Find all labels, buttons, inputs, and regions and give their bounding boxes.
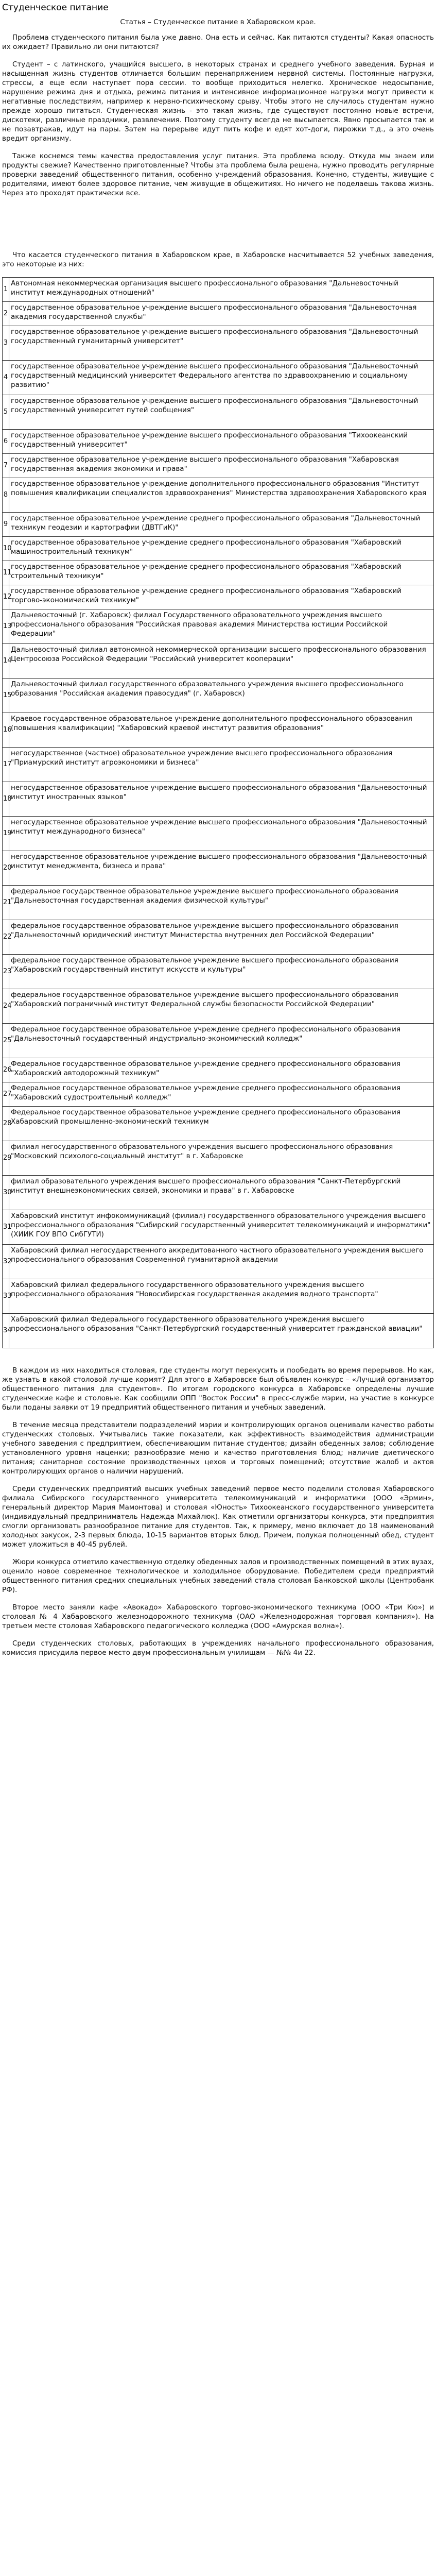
row-number: 18 — [3, 782, 9, 817]
institution-name: Дальневосточный (г. Хабаровск) филиал Государственного образовательного учреждения высшего профессионального образования "Российская правовая академия Министерства юстиции Российской Федерации" — [9, 609, 434, 644]
row-number: 2 — [3, 302, 9, 326]
institution-name: Дальневосточный филиал государственного образовательного учреждения высшего профессионального образования "Российская академия правосудия" (г. Хабаровск) — [9, 679, 434, 713]
table-row — [3, 1176, 434, 1210]
table-row — [3, 644, 434, 679]
row-number: 9 — [3, 513, 9, 537]
institution-name: государственное образовательное учреждение среднего профессионального образования "Дальневосточный техникум геодезии и картографии (ДВТГиК)" — [9, 513, 434, 537]
table-row — [3, 782, 434, 817]
after-table-paragraph-2: В течение месяца представители подразделений мэрии и контролирующих органов оценивали качество работы студенческих столовых. Учитывались такие показатели, как эффективность взаимодействия администрации учебного заведения с предприятием, обеспечивающим питание студентов; дизайн обеденных залов; соблюдение установленного уровня наценки; разнообразие меню и качество приготовления блюд; наличие диетического питания; санитарное состояние производственных цехов и торговых помещений; отсутствие жалоб и актов контролирующих органов о наличии нарушений. — [2, 1421, 434, 1476]
row-number: 14 — [3, 644, 9, 679]
row-number: 24 — [3, 989, 9, 1024]
institution-name: федеральное государственное образовательное учреждение высшего профессионального образования "Дальневосточный юридический институт Министерства внутренних дел Российской Федерации" — [9, 920, 434, 955]
institutions-table-body — [3, 278, 434, 1348]
institution-name: негосударственное образовательное учреждение высшего профессионального образования "Дальневосточный институт иностранных языков" — [9, 782, 434, 817]
institution-name: государственное образовательное учреждение высшего профессионального образования "Дальневосточный государственный гуманитарный университет" — [9, 326, 434, 361]
institution-name: Дальневосточный филиал автономной некоммерческой организации высшего профессионального образования Центросоюза Российской Федерации "Российский университет кооперации" — [9, 644, 434, 679]
row-number: 13 — [3, 609, 9, 644]
table-row — [3, 1141, 434, 1176]
institution-name: Краевое государственное образовательное учреждение дополнительного профессионального образования (повышения квалификации) "Хабаровский краевой институт развития образования" — [9, 713, 434, 748]
table-row — [3, 1279, 434, 1314]
institution-name: Хабаровский филиал негосударственного аккредитованного частного образовательного учреждения высшего профессионального образования Современной гуманитарной академии — [9, 1245, 434, 1279]
table-row — [3, 1107, 434, 1141]
institutions-table-wrapper — [2, 277, 434, 1348]
institution-name: государственное образовательное учреждение высшего профессионального образования "Хабаровская государственная академия экономики и права" — [9, 454, 434, 478]
institution-name: государственное образовательное учреждение высшего профессионального образования "Тихоокеанский государственный университет" — [9, 430, 434, 454]
after-table-paragraph-5: Второе место заняли кафе «Авокадо» Хабаровского торгово-экономического техникума (ООО «Три Кю») и столовая № 4 Хабаровского железнодорожного техникума (ОАО «Железнодорожная торговая компания»). На третьем месте столовая Хабаровского педагогического колледжа (ООО «Амурская волна»). — [2, 1603, 434, 1630]
row-number: 22 — [3, 920, 9, 955]
table-row — [3, 679, 434, 713]
table-row — [3, 851, 434, 886]
institution-name: негосударственное образовательное учреждение высшего профессионального образования "Дальневосточный институт международного бизнеса" — [9, 817, 434, 851]
table-row — [3, 454, 434, 478]
table-row — [3, 989, 434, 1024]
institution-name: Федеральное государственное образовательное учреждение среднего профессионального образования "Хабаровский судостроительный колледж" — [9, 1082, 434, 1107]
intro-paragraph-1: Проблема студенческого питания была уже давно. Она есть и сейчас. Как питаются студенты? Какая опасность их ожидает? Правильно ли они питаются? — [2, 33, 434, 51]
institution-name: филиал образовательного учреждения высшего профессионального образования "Санкт-Петербургский институт внешнеэкономических связей, экономики и права" в г. Хабаровске — [9, 1176, 434, 1210]
blank-space — [2, 206, 434, 250]
table-row — [3, 361, 434, 395]
table-row — [3, 713, 434, 748]
article-title: Статья – Студенческое питание в Хабаровском крае. — [120, 18, 316, 26]
table-row — [3, 1210, 434, 1245]
table-row — [3, 478, 434, 513]
table-row — [3, 430, 434, 454]
row-number: 12 — [3, 585, 9, 609]
institution-name: Хабаровский филиал федерального государственного образовательного учреждения высшего профессионального образования "Новосибирская государственная академия водного транспорта" — [9, 1279, 434, 1314]
table-row — [3, 748, 434, 782]
after-table-paragraph-6: Среди студенческих столовых, работающих в учреждениях начального профессионального образования, комиссия присудила первое место двум профессиональным училищам — №№ 4и 22. — [2, 1639, 434, 1657]
row-number: 21 — [3, 886, 9, 920]
institution-name: государственное образовательное учреждение высшего профессионального образования "Дальневосточный государственный медицинский университет Федерального агентства по здравоохранению и социальному развитию" — [9, 361, 434, 395]
table-row — [3, 1082, 434, 1107]
institution-name: Автономная некоммерческая организация высшего профессионального образования "Дальневосточный институт международных отношений" — [9, 278, 434, 302]
after-table-paragraph-4: Жюри конкурса отметило качественную отделку обеденных залов и производственных помещений в этих вузах, оценило новое современное технологическое и холодильное оборудование. Победителем среди предприятий общественного питания средних специальных учебных заведений стала столовая Банковской школы (Центробанк РФ). — [2, 1558, 434, 1594]
table-intro-paragraph: Что касается студенческого питания в Хабаровском крае, в Хабаровске насчитывается 52 учебных заведения, это некоторые из них: — [2, 251, 434, 268]
institution-name: Федеральное государственное образовательное учреждение среднего профессионального образования "Дальневосточный государственный индустриально-экономический колледж" — [9, 1024, 434, 1058]
table-row — [3, 609, 434, 644]
table-row — [3, 1058, 434, 1082]
institution-name: государственное образовательное учреждение высшего профессионального образования "Дальневосточная академия государственной службы" — [9, 302, 434, 326]
institution-name: государственное образовательное учреждение среднего профессионального образования "Хабаровский строительный техникум" — [9, 561, 434, 585]
row-number: 19 — [3, 817, 9, 851]
row-number: 29 — [3, 1141, 9, 1176]
institution-name: государственное образовательное учреждение среднего профессионального образования "Хабаровский машиностроительный техникум" — [9, 537, 434, 561]
row-number: 20 — [3, 851, 9, 886]
row-number: 30 — [3, 1176, 9, 1210]
row-number: 16 — [3, 713, 9, 748]
institution-name: негосударственное образовательное учреждение высшего профессионального образования "Дальневосточный институт менеджмента, бизнеса и права" — [9, 851, 434, 886]
row-number: 3 — [3, 326, 9, 361]
after-table-paragraph-1: В каждом из них находиться столовая, где студенты могут перекусить и пообедать во время перерывов. Но как, же узнать в какой столовой лучше кормят? Для этого в Хабаровске был объявлен конкурс – «Лучший организатор общественного питания для студентов». По итогам городского конкурса в Хабаровске определены лучшие студенческие кафе и столовые. Как сообщили ОПП "Восток России" в пресс-службе мэрии, на участие в конкурсе были поданы заявки от 19 предприятий общественного питания и учебных заведений. — [2, 1366, 434, 1412]
row-number: 4 — [3, 361, 9, 395]
table-row — [3, 1314, 434, 1348]
table-row — [3, 1024, 434, 1058]
article-body-after-table — [2, 1366, 434, 1657]
row-number: 7 — [3, 454, 9, 478]
institution-name: Хабаровский филиал Федерального государственного образовательного учреждения высшего профессионального образования "Санкт-Петербургский государственный университет гражданской авиации" — [9, 1314, 434, 1348]
row-number: 15 — [3, 679, 9, 713]
institution-name: негосударственное (частное) образовательное учреждение высшего профессионального образования "Приамурский институт агроэкономики и бизнеса" — [9, 748, 434, 782]
institution-name: филиал негосударственного образовательного учреждения высшего профессионального образования "Московский психолого-социальный институт" в г. Хабаровске — [9, 1141, 434, 1176]
table-row — [3, 920, 434, 955]
table-row — [3, 955, 434, 989]
institution-name: федеральное государственное образовательное учреждение высшего профессионального образования "Хабаровский государственный институт искусств и культуры" — [9, 955, 434, 989]
institution-name: государственное образовательное учреждение высшего профессионального образования "Дальневосточный государственный университет путей сообщения" — [9, 395, 434, 430]
institution-name: Федеральное государственное образовательное учреждение среднего профессионального образования Хабаровский промышленно-экономический техникум — [9, 1107, 434, 1141]
row-number: 25 — [3, 1024, 9, 1058]
institution-name: государственное образовательное учреждение дополнительного профессионального образования "Институт повышения квалификации специалистов здравоохранения" Министерства здравоохранения Хабаровского края — [9, 478, 434, 513]
table-row — [3, 513, 434, 537]
table-row — [3, 585, 434, 609]
institutions-table — [2, 277, 434, 1348]
row-number: 33 — [3, 1279, 9, 1314]
table-row — [3, 1245, 434, 1279]
page-title: Студенческое питание — [2, 3, 109, 13]
after-table-paragraph-3: Среди студенческих предприятий высших учебных заведений первое место поделили столовая Хабаровского филиала Сибирского государственного университета телекоммуникаций и информатики (ООО «Эрмин», генеральный директор Мария Мамонтова) и столовая «Юность» Тихоокеанского государственного университета (индивидуальный предприниматель Надежда Михайлюк). Как отметили организаторы конкурса, эти предприятия смогли организовать разнообразное питание для студентов. Так, к примеру, меню включает до 18 наименований холодных закусок, 2-3 первых блюда, 10-15 вариантов вторых блюд. Причем, полукая полноценный обед, студент может уложиться в 40-45 рублей. — [2, 1485, 434, 1549]
table-row — [3, 561, 434, 585]
table-row — [3, 302, 434, 326]
row-number: 23 — [3, 955, 9, 989]
table-row — [3, 395, 434, 430]
row-number: 32 — [3, 1245, 9, 1279]
row-number: 1 — [3, 278, 9, 302]
intro-paragraph-3: Также коснемся темы качества предоставления услуг питания. Эта проблема всюду. Откуда мы знаем или продукты свежие? Качественно приготовленные? Чтобы эта проблема была решена, нужно проводить регулярные проверки заведений общественного питания, особенно учреждений образования. Конечно, студенты, живущие с родителями, имеют более здоровое питание, чем живущие в общежитиях. Но ничего не поделаешь такова жизнь. Через это проходят практически все. — [2, 152, 434, 197]
institution-name: федеральное государственное образовательное учреждение высшего профессионального образования "Дальневосточная государственная академия физической культуры" — [9, 886, 434, 920]
row-number: 8 — [3, 478, 9, 513]
institution-name: Федеральное государственное образовательное учреждение среднего профессионального образования "Хабаровский автодорожный техникум" — [9, 1058, 434, 1082]
institution-name: государственное образовательное учреждение среднего профессионального образования "Хабаровский торгово-экономический техникум" — [9, 585, 434, 609]
table-row — [3, 886, 434, 920]
row-number: 28 — [3, 1107, 9, 1141]
intro-paragraph-2: Студент – с латинского, учащийся высшего, в некоторых странах и среднего учебного заведения. Бурная и насыщенная жизнь студентов отличается большим перенапряжением нервной системы. Постоянные нагрузки, стрессы, а еще если наступает пора сессии. то вообще приходиться нелегко. Хроническое недосыпание, нарушение режима дня и отдыха, режима питания и интенсивное информационное нагрузки могут привести к негативные последствиям, например к нервно-психическому срыву. Чтобы этого не случилось студентам нужно прежде хорошо питаться. Студенческая жизнь - это такая жизнь, где существуют постоянно новые встречи, дискотеки, различные праздники, развлечения. Поэтому студенту всегда не высыпается. Явно просыпается так и не позавтракав, идут на пары. Затем на перерыве идут пить кофе и едят хот-доги, пирожки т.д., а это очень вредит организму. — [2, 60, 434, 143]
row-number: 31 — [3, 1210, 9, 1245]
row-number: 11 — [3, 561, 9, 585]
table-row — [3, 537, 434, 561]
row-number: 10 — [3, 537, 9, 561]
row-number: 34 — [3, 1314, 9, 1348]
row-number: 26 — [3, 1058, 9, 1082]
table-row — [3, 278, 434, 302]
row-number: 6 — [3, 430, 9, 454]
table-row — [3, 326, 434, 361]
institution-name: федеральное государственное образовательное учреждение высшего профессионального образования "Хабаровский пограничный институт Федеральной службы безопасности Российской Федерации" — [9, 989, 434, 1024]
row-number: 27 — [3, 1082, 9, 1107]
institution-name: Хабаровский институт инфокоммуникаций (филиал) государственного образовательного учреждения высшего профессионального образования "Сибирский государственный университет телекоммуникаций и информатики" (ХИИК ГОУ ВПО СибГУТИ) — [9, 1210, 434, 1245]
table-row — [3, 817, 434, 851]
row-number: 17 — [3, 748, 9, 782]
row-number: 5 — [3, 395, 9, 430]
